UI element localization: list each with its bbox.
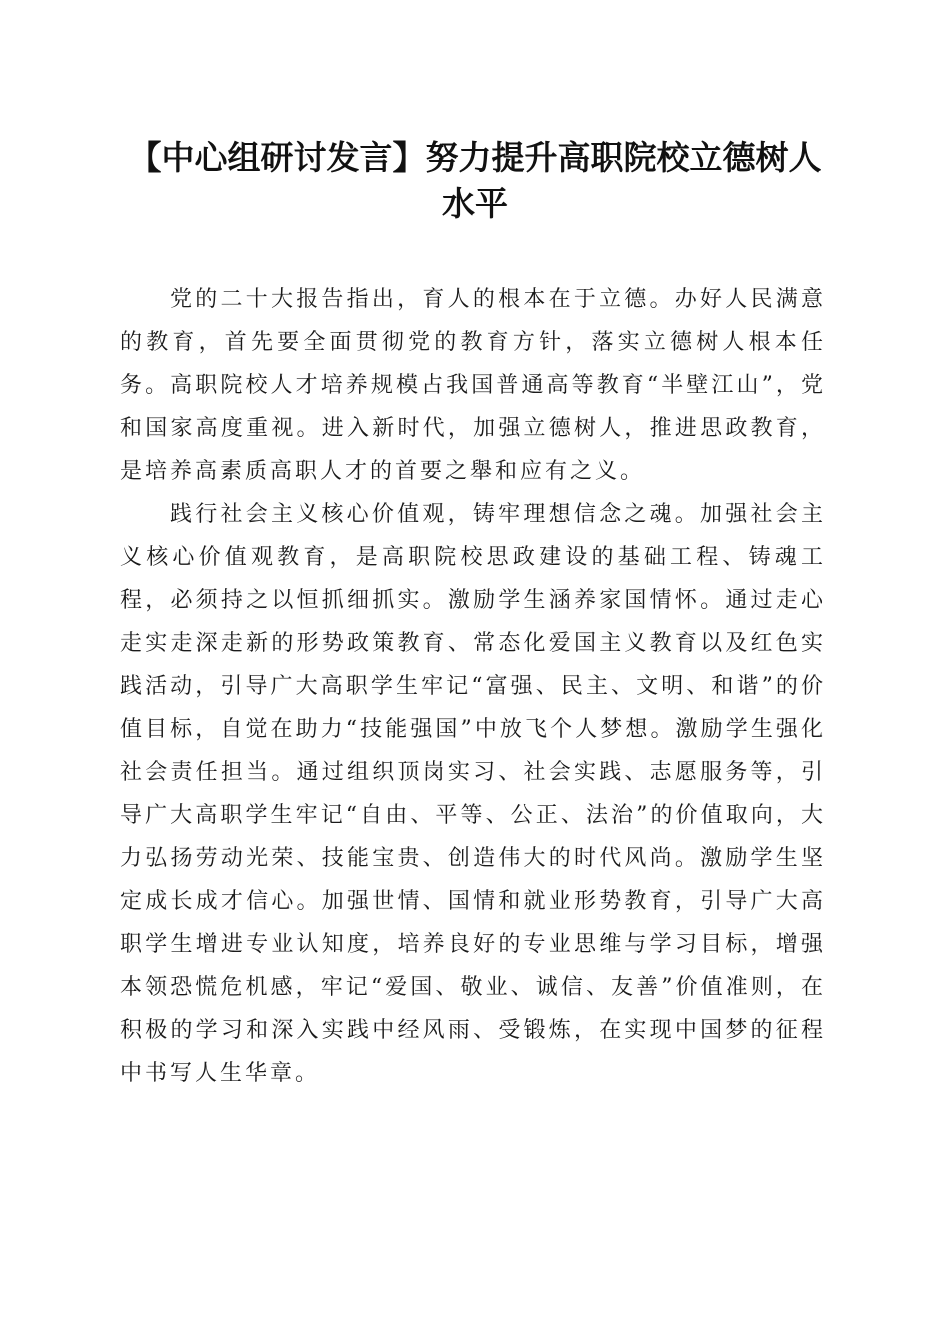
paragraph-1: 党的二十大报告指出，育人的根本在于立德。办好人民满意的教育，首先要全面贯彻党的教育方针，落实立德树人根本任务。高职院校人才培养规模占我国普通高等教育“半壁江山”，党和国家高度重视。进入新时代，加强立德树人，推进思政教育，是培养高素质高职人才的首要之舉和应有之义。: [120, 287, 826, 484]
document-body: [120, 278, 826, 1095]
document-title: 【中心组研讨发言】努力提升高职院校立德树人水平: [128, 138, 822, 223]
paragraph-2: 践行社会主义核心价值观，铸牢理想信念之魂。加强社会主义核心价值观教育，是高职院校思政建设的基础工程、铸魂工程，必须持之以恒抓细抓实。激励学生涵养家国情怀。通过走心走实走深走新的形势政策教育、常态化爱国主义教育以及红色实践活动，引导广大高职学生牢记“富强、民主、文明、和谐”的价值目标，自觉在助力“技能强国”中放飞个人梦想。激励学生强化社会责任担当。通过组织顶岗实习、社会实践、志愿服务等，引导广大高职学生牢记“自由、平等、公正、法治”的价值取向，大力弘扬劳动光荣、技能宝贵、创造伟大的时代风尚。激励学生坚定成长成才信心。加强世情、国情和就业形势教育，引导广大高职学生增进专业认知度，培养良好的专业思维与学习目标，增强本领恐慌危机感，牢记“爱国、敬业、诚信、友善”价值准则，在积极的学习和深入实践中经风雨、受锻炼，在实现中国梦的征程中书写人生华章。: [120, 502, 826, 1086]
